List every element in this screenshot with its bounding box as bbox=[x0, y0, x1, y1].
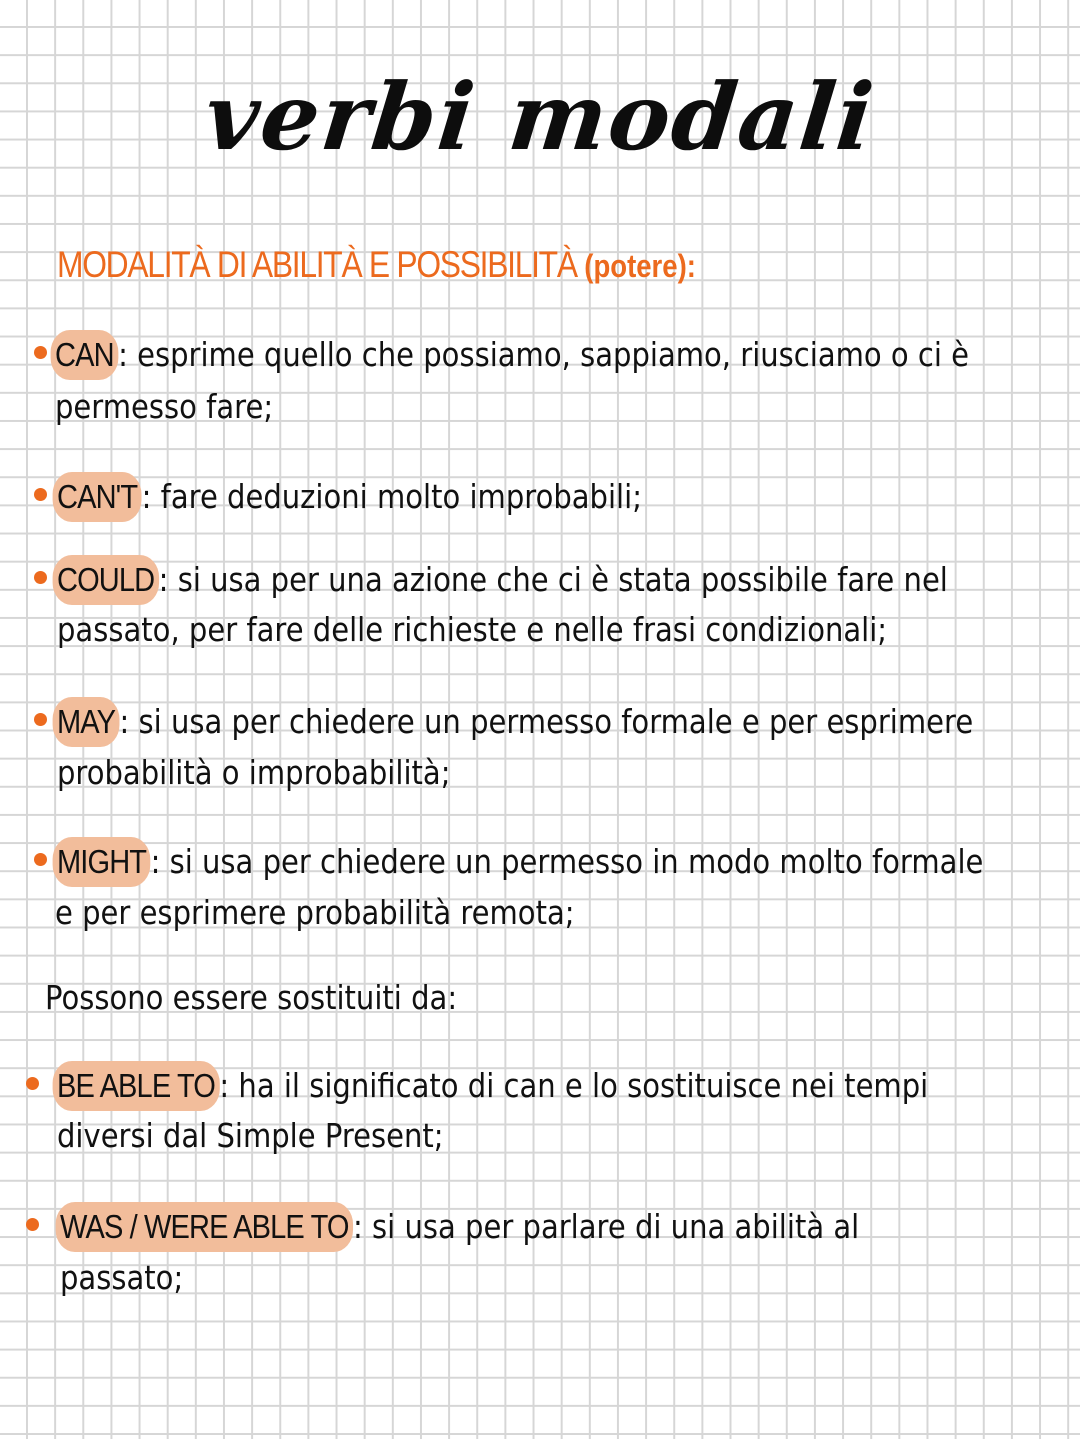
section-heading-text: MODALITÀ DI ABILITÀ E POSSIBILITÀ bbox=[57, 244, 577, 285]
term-separator: : bbox=[353, 1207, 363, 1246]
item-description: si usa per una azione che ci è stata possibile fare nel bbox=[168, 560, 948, 599]
highlighted-term: COULD bbox=[53, 555, 159, 605]
section-heading-note: (potere): bbox=[584, 248, 696, 284]
bullet-dot-icon bbox=[34, 488, 47, 501]
term-separator: : bbox=[219, 1066, 230, 1105]
substitutes-intro: Possono essere sostituiti da: bbox=[45, 978, 458, 1017]
highlighted-term: CAN'T bbox=[53, 472, 142, 522]
item-description: si usa per chiedere un permesso formale e per esprimere bbox=[129, 702, 974, 741]
term-separator: : bbox=[158, 560, 169, 599]
item-description: ha il significato di can e lo sostituisce nei tempi bbox=[229, 1066, 929, 1105]
highlighted-term: WAS / WERE ABLE TO bbox=[56, 1202, 353, 1252]
bullet-dot-icon bbox=[26, 1218, 39, 1231]
item-line-1 bbox=[57, 1061, 928, 1111]
highlighted-term: MAY bbox=[53, 697, 120, 747]
highlighted-term: BE ABLE TO bbox=[53, 1061, 220, 1111]
bullet-dot-icon bbox=[34, 853, 47, 866]
item-line-2: e per esprimere probabilità remota; bbox=[55, 893, 575, 932]
item-line-2: probabilità o improbabilità; bbox=[57, 753, 451, 792]
item-description: fare deduzioni molto improbabili; bbox=[151, 477, 642, 516]
item-line-2: diversi dal Simple Present; bbox=[57, 1116, 444, 1155]
highlighted-term: MIGHT bbox=[53, 837, 151, 887]
item-line-2: passato, per fare delle richieste e nelle frasi condizionali; bbox=[57, 610, 888, 649]
term-separator: : bbox=[141, 477, 152, 516]
bullet-dot-icon bbox=[26, 1077, 39, 1090]
item-line-1 bbox=[57, 837, 983, 887]
item-description: esprime quello che possiamo, sappiamo, riusciamo o ci è bbox=[127, 335, 970, 374]
item-description: si usa per parlare di una abilità al bbox=[362, 1207, 860, 1246]
term-separator: : bbox=[118, 335, 128, 374]
item-line-1 bbox=[55, 330, 969, 380]
item-line-2: permesso fare; bbox=[55, 387, 274, 426]
term-separator: : bbox=[150, 842, 161, 881]
item-line-1 bbox=[57, 472, 642, 522]
bullet-dot-icon bbox=[34, 571, 47, 584]
item-line-2: passato; bbox=[60, 1258, 184, 1297]
item-line-1 bbox=[57, 697, 973, 747]
item-line-1 bbox=[60, 1202, 859, 1252]
page-title: verbi modali bbox=[200, 63, 880, 171]
bullet-dot-icon bbox=[34, 346, 47, 359]
bullet-dot-icon bbox=[34, 713, 47, 726]
item-line-1 bbox=[57, 555, 948, 605]
item-description: si usa per chiedere un permesso in modo molto formale bbox=[160, 842, 984, 881]
section-heading bbox=[57, 240, 696, 291]
highlighted-term: CAN bbox=[51, 330, 118, 380]
term-separator: : bbox=[119, 702, 130, 741]
